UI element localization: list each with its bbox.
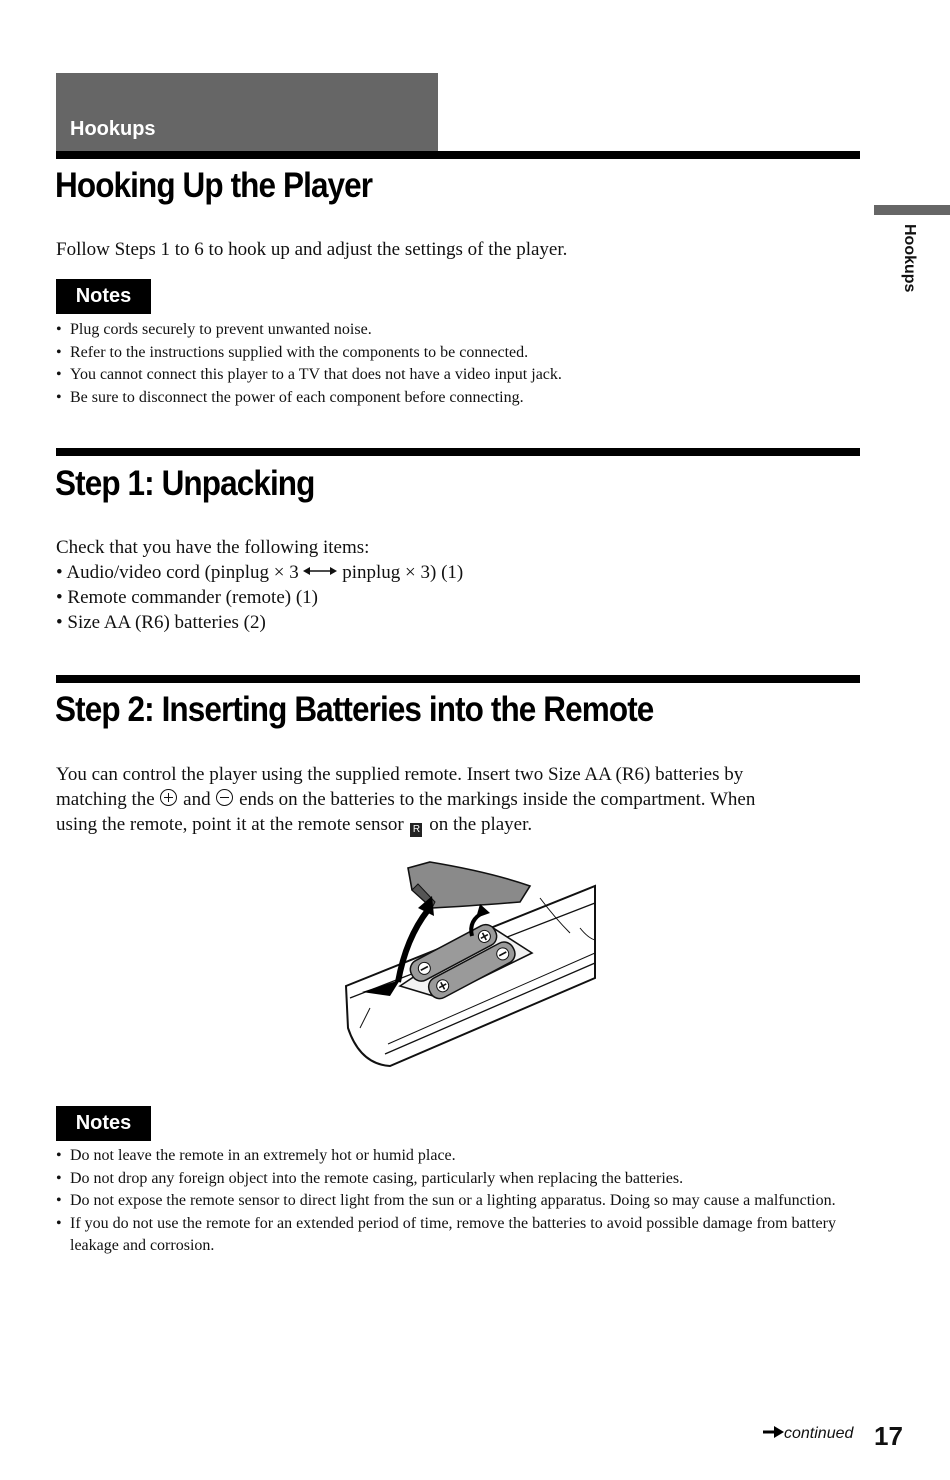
continued-indicator [762,1425,853,1443]
plus-circle-icon [160,789,177,806]
minus-circle-icon [216,789,233,806]
item1-part-a: • Audio/video cord (pinplug × 3 [56,562,299,583]
list-item: • Remote commander (remote) (1) [56,587,318,608]
continued-text: continued [784,1425,854,1442]
title-rule [56,151,860,159]
step2-line-1: You can control the player using the supplied remote. Insert two Size AA (R6) batteries by [56,764,744,785]
double-arrow-icon [303,565,337,577]
notes-badge [56,1106,151,1141]
remote-sensor-icon: R [410,823,422,837]
notes-badge [56,279,151,314]
right-arrow-icon [762,1425,784,1439]
side-tab-bar [874,205,950,215]
step2-text: and [183,789,211,810]
step1-rule [56,448,860,456]
step2-paragraph [56,762,860,837]
notes-list-2 [56,1145,860,1258]
item-list [56,560,463,635]
intro-text: Follow Steps 1 to 6 to hook up and adjust the settings of the player. [56,239,568,260]
item1-part-b: pinplug × 3) (1) [342,562,464,583]
page-title: Hooking Up the Player [55,166,373,205]
note-item: • Do not expose the remote sensor to direct light from the sun or a lighting apparatus. Doing so may cause a malfunction. [56,1190,860,1213]
note-item: • If you do not use the remote for an extended period of time, remove the batteries to avoid possible damage from battery leakage and corrosion. [56,1213,860,1258]
step1-body [56,535,463,635]
page-number: 17 [874,1421,903,1451]
step2-line-2 [56,787,860,812]
step2-line-3 [56,812,860,837]
notes-list-1 [56,319,860,409]
remote-battery-illustration [340,858,602,1070]
step2-text: matching the [56,789,155,810]
step2-text: ends on the batteries to the markings inside the compartment. When [239,789,756,810]
notes-label: Notes [75,1112,132,1134]
list-item [56,560,463,585]
note-item: • Be sure to disconnect the power of each component before connecting. [56,387,860,410]
section-tab-label: Hookups [70,118,156,140]
note-item: • Do not drop any foreign object into the remote casing, particularly when replacing the batteries. [56,1168,860,1191]
step2-title: Step 2: Inserting Batteries into the Remote [55,690,654,729]
notes-label: Notes [75,285,132,307]
note-item: • Refer to the instructions supplied with the components to be connected. [56,342,860,365]
note-item: • You cannot connect this player to a TV that does not have a video input jack. [56,364,860,387]
note-item: • Plug cords securely to prevent unwanted noise. [56,319,860,342]
note-item: • Do not leave the remote in an extremely hot or humid place. [56,1145,860,1168]
step2-text: using the remote, point it at the remote sensor [56,814,404,835]
side-tab-label: Hookups [901,224,918,293]
step1-title: Step 1: Unpacking [55,464,315,503]
step2-rule [56,675,860,683]
list-item: • Size AA (R6) batteries (2) [56,612,266,633]
step1-check-text: Check that you have the following items: [56,537,370,558]
section-tab [56,73,438,151]
step2-text: on the player. [429,814,533,835]
